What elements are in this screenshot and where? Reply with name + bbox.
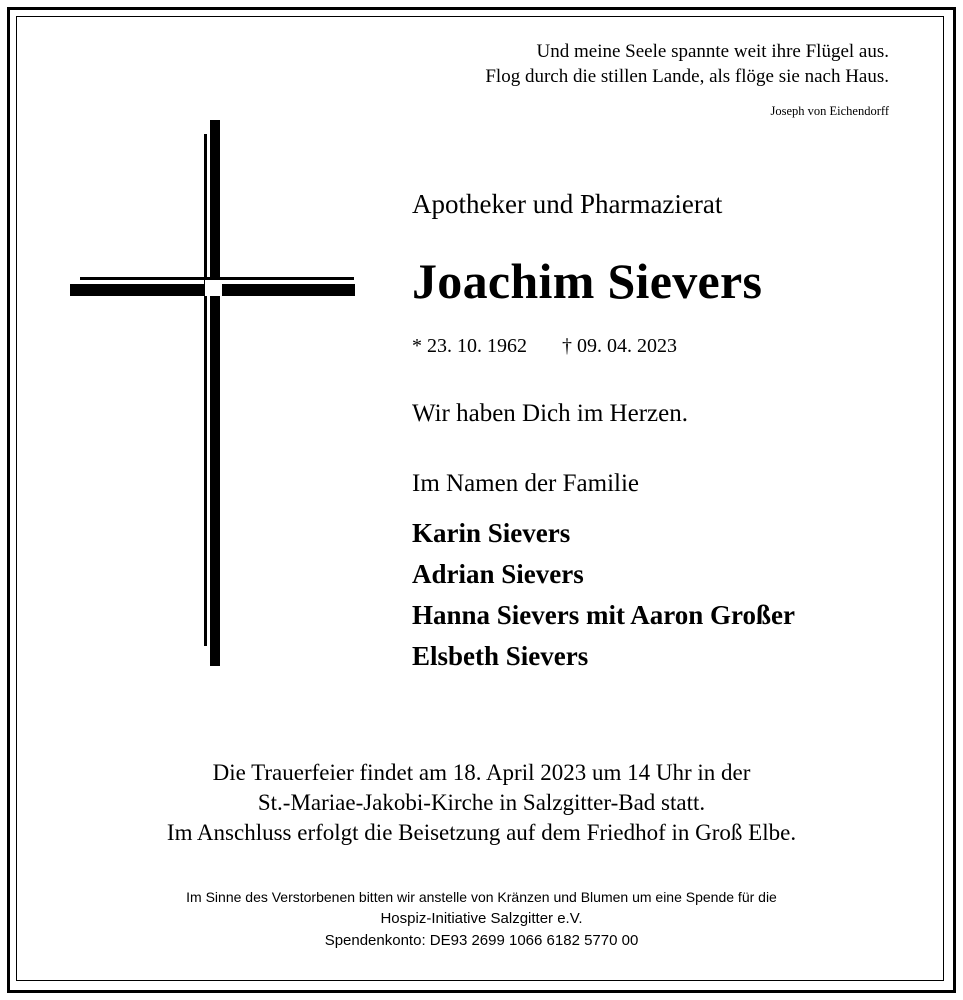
message: Wir haben Dich im Herzen.	[412, 400, 688, 427]
poem	[485, 39, 889, 89]
family-member: Hanna Sievers mit Aaron Großer	[412, 600, 795, 630]
deceased-name: Joachim Sievers	[412, 253, 763, 309]
family-intro: Im Namen der Familie	[412, 470, 640, 497]
ceremony-info	[0, 758, 963, 848]
family-list	[412, 513, 795, 677]
donation-line-2: Hospiz-Initiative Salzgitter e.V.	[380, 910, 583, 927]
birth-date: * 23. 10. 1962	[412, 335, 527, 357]
family-member: Adrian Sievers	[412, 559, 584, 589]
ceremony-line-2: St.-Mariae-Jakobi-Kirche in Salzgitter-Bad statt.	[257, 790, 706, 815]
deceased-title: Apotheker und Pharmazierat	[412, 189, 723, 219]
ceremony-line-3: Im Anschluss erfolgt die Beisetzung auf dem Friedhof in Groß Elbe.	[166, 820, 797, 845]
death-date: † 09. 04. 2023	[562, 335, 677, 357]
life-dates	[412, 335, 677, 358]
donation-info	[0, 886, 963, 952]
poem-line-2: Flog durch die stillen Lande, als flöge sie nach Haus.	[485, 66, 889, 87]
ceremony-line-1: Die Trauerfeier findet am 18. April 2023 um 14 Uhr in der	[212, 760, 751, 785]
poem-line-1: Und meine Seele spannte weit ihre Flügel aus.	[536, 41, 889, 62]
poem-author: Joseph von Eichendorff	[770, 104, 889, 118]
donation-line-1: Im Sinne des Verstorbenen bitten wir anstelle von Kränzen und Blumen um eine Spende für die	[186, 889, 777, 905]
family-member: Karin Sievers	[412, 518, 571, 548]
family-member: Elsbeth Sievers	[412, 641, 589, 671]
donation-account: Spendenkonto: DE93 2699 1066 6182 5770 00	[324, 932, 639, 949]
